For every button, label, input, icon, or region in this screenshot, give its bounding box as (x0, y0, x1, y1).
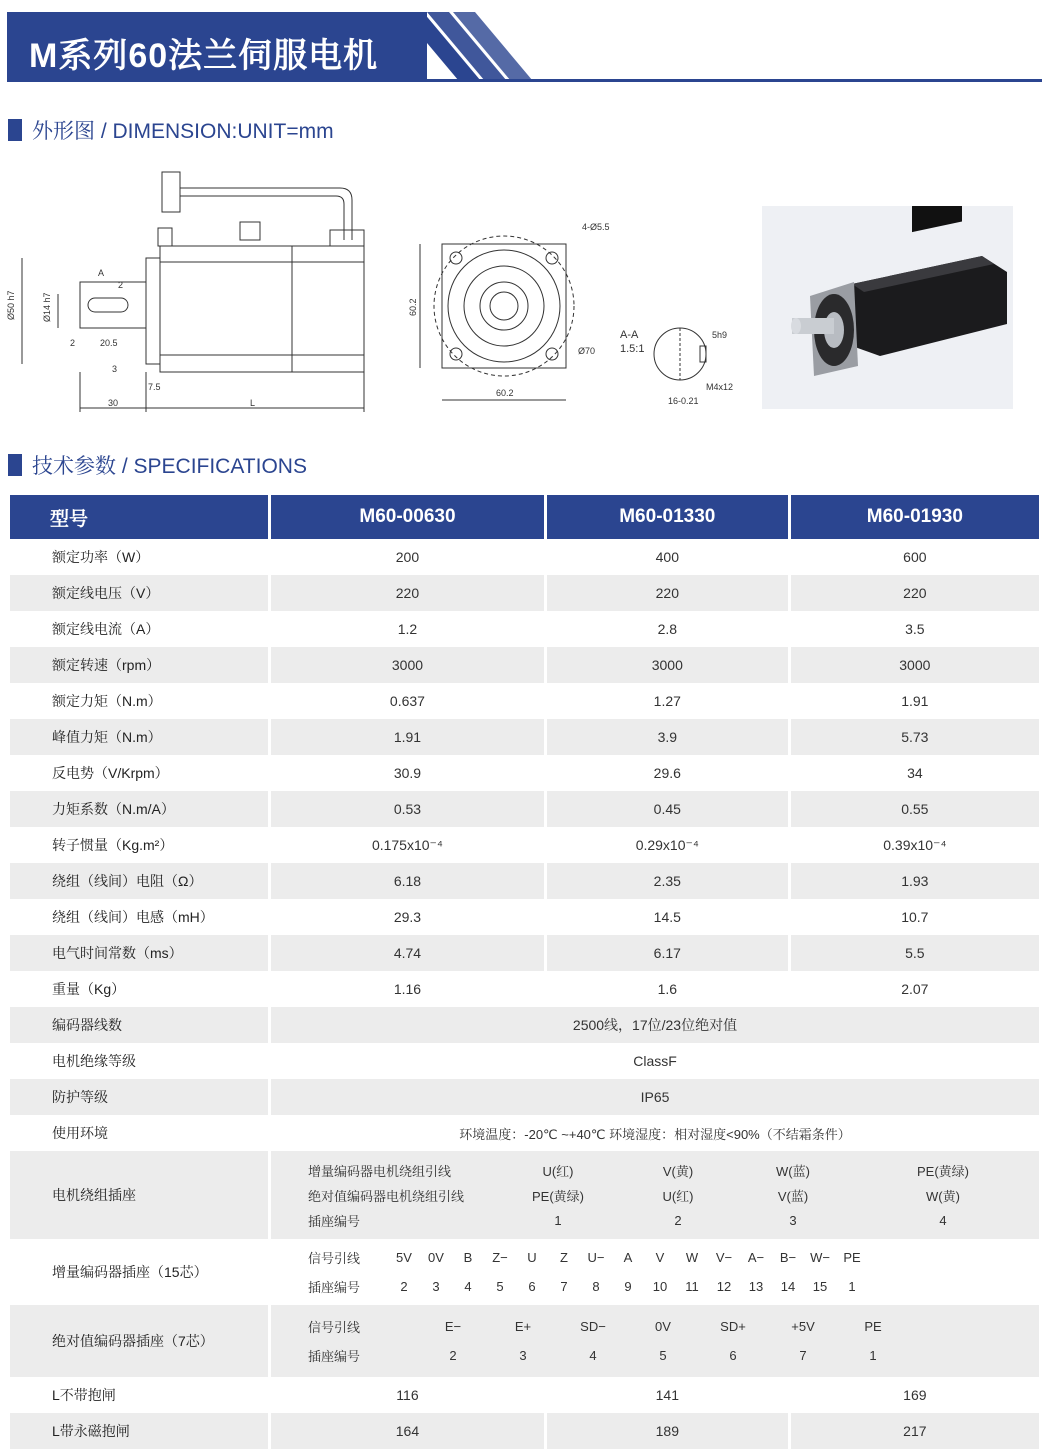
row-label: 绝对值编码器插座（7芯） (10, 1305, 268, 1377)
cell: IP65 (271, 1079, 1039, 1115)
pin-value: 12 (716, 1279, 732, 1294)
pin-value: 3 (519, 1348, 527, 1363)
pin-value: 7 (799, 1348, 807, 1363)
table-header (10, 495, 1039, 539)
header-cell: M60-01930 (791, 495, 1039, 539)
winding-left: 插座编号 (308, 1213, 361, 1229)
pin-value: 7 (560, 1279, 568, 1294)
dim-label: 5h9 (712, 330, 728, 340)
cell: 116 (396, 1387, 419, 1403)
pin-value: 10 (652, 1279, 668, 1294)
row-label: 额定线电流（A） (52, 621, 160, 637)
winding-value: 1 (554, 1212, 562, 1228)
row-label: 编码器线数 (10, 1007, 268, 1043)
cell: 2.8 (657, 621, 678, 637)
cell: 0.55 (791, 791, 1039, 827)
table-row (10, 971, 1039, 1007)
row-label: 重量（Kg） (52, 981, 126, 997)
cell: 30.9 (393, 765, 422, 781)
row-label: 绕组（线间）电阻（Ω） (10, 863, 268, 899)
signal-value: SD− (580, 1319, 606, 1334)
row-label: L不带抱闸 (52, 1387, 116, 1403)
header-cell: 型号 (10, 495, 268, 539)
cell: 3.5 (905, 621, 925, 637)
signal-value: A (623, 1250, 633, 1265)
connector-shape (330, 230, 364, 246)
winding-value: 2 (674, 1212, 682, 1228)
row-label: L带永磁抱闸 (10, 1413, 268, 1449)
pin-value: 15 (812, 1279, 828, 1294)
connector-shape (158, 228, 172, 246)
table-row (10, 683, 1039, 719)
cell: 2.35 (547, 863, 788, 899)
shaft-shape (80, 282, 146, 328)
cell: 189 (547, 1413, 788, 1449)
signal-value: Z (560, 1250, 568, 1265)
flange-shape (146, 258, 160, 364)
pin-value: 4 (464, 1279, 472, 1294)
connector-shape (240, 222, 260, 240)
winding-value: U(红) (542, 1163, 574, 1179)
cell: 3000 (271, 647, 544, 683)
table-row (10, 719, 1039, 755)
dim-label: 3 (112, 364, 118, 374)
row-label: 增量编码器插座（15芯） (52, 1264, 208, 1280)
pilot-circle (464, 266, 544, 346)
cell: 217 (791, 1413, 1039, 1449)
cell: 3000 (547, 647, 788, 683)
section-label: A-A (620, 329, 639, 341)
dim-label: 2 (118, 280, 124, 290)
row-label: 电机绕组插座 (10, 1151, 268, 1239)
section-marker (8, 119, 22, 141)
signal-value: B (463, 1250, 473, 1265)
signal-value: E− (444, 1319, 462, 1334)
signal-value: A− (747, 1250, 765, 1265)
header-cell: M60-01330 (547, 495, 788, 539)
pin-value: 6 (729, 1348, 737, 1363)
pin-value: 1 (869, 1348, 877, 1363)
pin-value: 2 (449, 1348, 457, 1363)
table-row (10, 827, 1039, 863)
table-row (10, 1043, 1039, 1079)
mount-hole (546, 252, 558, 264)
dim-label: Ø14 h7 (42, 292, 52, 322)
row-label: 峰值力矩（N.m） (10, 719, 268, 755)
cell: 3000 (791, 647, 1039, 683)
row-label: 额定转速（rpm） (10, 647, 268, 683)
signal-value: W (685, 1250, 699, 1265)
cell: ClassF (633, 1053, 677, 1069)
cell: 220 (547, 575, 788, 611)
cell: 1.16 (393, 981, 422, 997)
table-row (10, 611, 1039, 647)
signal-value: SD+ (720, 1319, 746, 1334)
bolt-circle (434, 236, 574, 376)
cell: 220 (791, 575, 1039, 611)
key-shape (88, 298, 128, 312)
cell: 1.2 (397, 621, 418, 637)
signal-label: 信号引线 (308, 1251, 361, 1266)
pin-label: 插座编号 (308, 1349, 361, 1364)
signal-value: 0V (428, 1250, 444, 1265)
winding-value: 4 (939, 1212, 947, 1228)
row-label: 防护等级 (10, 1079, 268, 1115)
signal-value: B− (779, 1250, 797, 1265)
cell: 164 (271, 1413, 544, 1449)
pin-value: 8 (592, 1279, 600, 1294)
cable-shape (180, 196, 344, 240)
table-row (10, 935, 1039, 971)
cell: 29.6 (653, 765, 681, 781)
cell: 141 (655, 1387, 679, 1403)
row-label: 额定功率（W） (52, 549, 150, 565)
winding-value: W(蓝) (776, 1163, 810, 1179)
pin-value: 4 (589, 1348, 597, 1363)
title-bar (7, 12, 1042, 82)
signal-label: 信号引线 (308, 1320, 361, 1335)
signal-value: U (527, 1250, 537, 1265)
table-row (10, 1239, 1039, 1305)
section-view (620, 328, 733, 406)
signal-value: U− (587, 1250, 605, 1265)
winding-value: V(蓝) (777, 1188, 809, 1204)
dim-label: 4-Ø5.5 (582, 222, 610, 232)
signal-value: Z− (492, 1250, 508, 1265)
cell: 5.5 (791, 935, 1039, 971)
cell: 10.7 (901, 909, 929, 925)
winding-value: V(黄) (662, 1163, 694, 1179)
cell: 34 (907, 765, 923, 781)
cell: 0.39x10⁻⁴ (883, 836, 947, 853)
table-row (10, 1007, 1039, 1043)
pin-value: 1 (848, 1279, 856, 1294)
row-label: 绕组（线间）电感（mH） (52, 909, 214, 925)
winding-value: PE(黄绿) (916, 1163, 969, 1179)
cell: 环境温度：-20℃ ~+40℃ 环境湿度：相对湿度<90%（不结霜条件） (459, 1126, 851, 1142)
row-label: 反电势（V/Krpm） (52, 765, 169, 781)
pin-value: 13 (748, 1279, 764, 1294)
cell: 220 (271, 575, 544, 611)
table-row (10, 791, 1039, 827)
dim-label: 16-0.21 (668, 396, 699, 406)
table-row (10, 647, 1039, 683)
dim-label: Ø50 h7 (6, 290, 16, 320)
section-title: 外形图 / DIMENSION:UNIT=mm (32, 120, 334, 143)
spec-table (7, 495, 1042, 1449)
pin-value: 9 (624, 1279, 632, 1294)
cell: 6.17 (547, 935, 788, 971)
dim-label: A (98, 268, 105, 278)
flange-outline (442, 244, 566, 368)
mount-hole (450, 348, 462, 360)
winding-left: 增量编码器电机绕组引线 (308, 1163, 452, 1179)
table-row (10, 755, 1039, 791)
table-row (10, 899, 1039, 935)
motor-image (762, 206, 1013, 409)
cell: 0.53 (271, 791, 544, 827)
signal-value: V (655, 1250, 665, 1265)
pin-value: 5 (659, 1348, 667, 1363)
cell: 2.07 (901, 981, 929, 997)
motor-photo (762, 206, 1013, 409)
table-row (10, 575, 1039, 611)
table-row (10, 1305, 1039, 1377)
winding-value: W(黄) (926, 1188, 960, 1204)
winding-cell (271, 1151, 1039, 1239)
cell: 1.27 (653, 693, 681, 709)
pin-value: 6 (528, 1279, 536, 1294)
flange-circle (448, 250, 560, 362)
front-view (408, 222, 610, 400)
cell: 2500线，17位/23位绝对值 (271, 1007, 1039, 1043)
section-marker (8, 454, 22, 476)
table-row (10, 1413, 1039, 1449)
signal-value: PE (864, 1319, 882, 1334)
cell: 1.93 (791, 863, 1039, 899)
header-cell: M60-00630 (271, 495, 544, 539)
shaft-core (490, 292, 518, 320)
winding-left: 绝对值编码器电机绕组引线 (308, 1188, 465, 1204)
section-title: 技术参数 / SPECIFICATIONS (32, 455, 307, 478)
section-specifications (8, 450, 307, 480)
pin-value: 11 (685, 1279, 699, 1294)
table-row (10, 1115, 1039, 1151)
dim-label: 20.5 (100, 338, 118, 348)
cell: 1.91 (271, 719, 544, 755)
row-label: 电气时间常数（ms） (10, 935, 268, 971)
cell: 0.45 (547, 791, 788, 827)
cell: 5.73 (791, 719, 1039, 755)
winding-value: 3 (789, 1212, 797, 1228)
signal-value: E+ (514, 1319, 532, 1334)
abs-encoder-cell (271, 1305, 1039, 1377)
page-title: M系列60法兰伺服电机 (29, 37, 379, 75)
motor-body (160, 246, 364, 372)
signal-value: 0V (655, 1319, 671, 1334)
winding-value: U(红) (662, 1188, 694, 1204)
row-label: 电机绝缘等级 (52, 1053, 136, 1069)
mount-hole (450, 252, 462, 264)
cell: 200 (395, 549, 420, 565)
row-label: 转子惯量（Kg.m²） (52, 837, 174, 853)
signal-value: 5V (396, 1250, 412, 1265)
cell: 14.5 (653, 909, 681, 925)
dim-label: 60.2 (408, 298, 418, 316)
row-label: 力矩系数（N.m/A） (10, 791, 268, 827)
cell: 1.91 (901, 693, 929, 709)
dim-label: 30 (108, 398, 119, 408)
pin-value: 2 (400, 1279, 408, 1294)
pin-value: 3 (432, 1279, 440, 1294)
table-row (10, 539, 1039, 575)
cell: 29.3 (393, 909, 422, 925)
scale-label: 1.5:1 (620, 343, 645, 355)
cell: 3.9 (547, 719, 788, 755)
cell: 169 (903, 1387, 927, 1403)
connector-shape (162, 172, 180, 212)
dim-label: 2 (70, 338, 76, 348)
winding-value: PE(黄绿) (531, 1188, 584, 1204)
cell: 400 (655, 549, 679, 565)
cell: 600 (903, 549, 927, 565)
shaft-circle (480, 282, 528, 330)
dim-label: L (250, 398, 256, 408)
pin-value: 5 (496, 1279, 504, 1294)
table-row (10, 1151, 1039, 1239)
cell: 0.29x10⁻⁴ (635, 836, 699, 853)
dim-label: 60.2 (496, 388, 514, 398)
cell: 6.18 (271, 863, 544, 899)
mount-hole (546, 348, 558, 360)
table-row (10, 863, 1039, 899)
signal-value: +5V (791, 1319, 815, 1334)
dim-label: M4x12 (706, 382, 734, 392)
cell: 0.637 (389, 693, 425, 709)
row-label: 额定力矩（N.m） (52, 693, 162, 709)
pin-value: 14 (780, 1279, 796, 1294)
table-row (10, 1377, 1039, 1413)
cell: 4.74 (271, 935, 544, 971)
signal-value: V− (715, 1250, 733, 1265)
row-label: 额定线电压（V） (10, 575, 268, 611)
cell: 1.6 (657, 981, 678, 997)
pin-label: 插座编号 (308, 1280, 361, 1295)
dim-label: Ø70 (578, 346, 596, 356)
cell: 0.175x10⁻⁴ (371, 836, 443, 853)
row-label: 使用环境 (52, 1125, 108, 1141)
inc-encoder-cell (271, 1239, 1039, 1305)
dimension-drawing (0, 150, 760, 420)
section-dimension (8, 115, 334, 145)
table-row (10, 1079, 1039, 1115)
signal-value: W− (810, 1250, 830, 1265)
signal-value: PE (843, 1250, 861, 1265)
side-view (6, 172, 364, 412)
dim-label: 7.5 (148, 382, 161, 392)
